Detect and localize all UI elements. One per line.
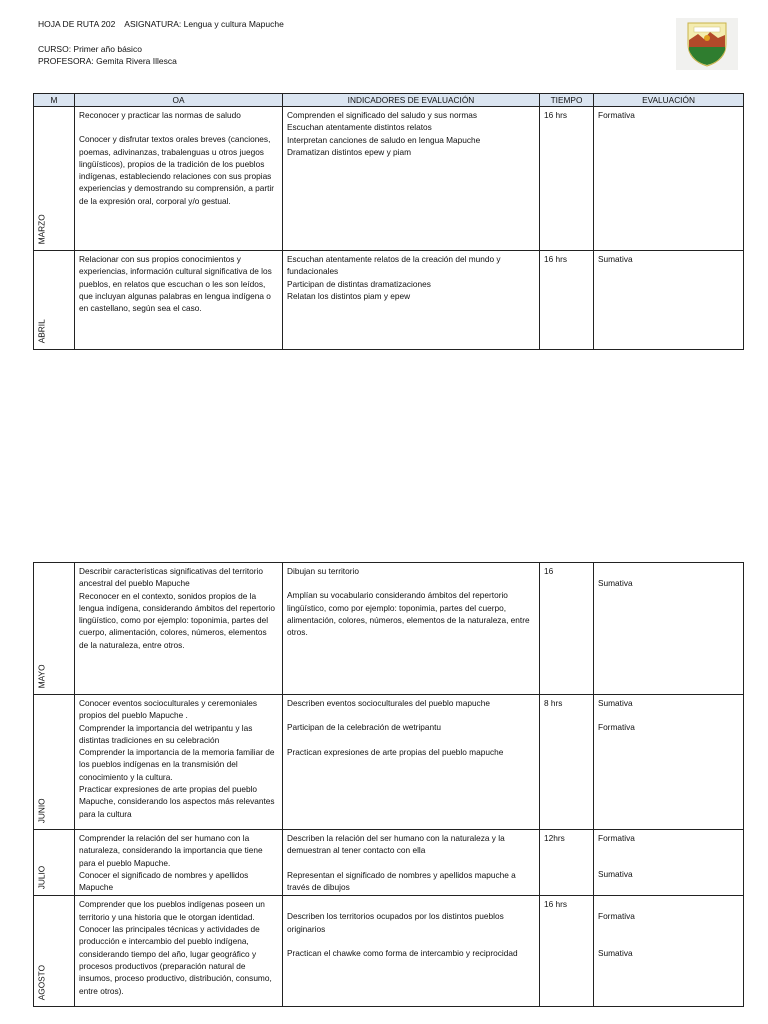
header-title: HOJA DE RUTA 202 ASIGNATURA: Lengua y cultura Mapuche (38, 19, 284, 29)
col-header-evaluation: EVALUACIÓN (594, 94, 744, 107)
cell-line: Dibujan su territorio (287, 566, 359, 576)
cell-line (598, 856, 739, 868)
cell-line (287, 935, 535, 947)
cell-line (598, 844, 739, 856)
cell-line: Sumativa (598, 698, 633, 708)
month-label: MARZO (36, 214, 47, 244)
month-cell (34, 830, 75, 896)
evaluation-cell (594, 830, 744, 896)
cell-line: Describen los territorios ocupados por los distintos pueblos originarios (287, 911, 504, 934)
col-header-indicators: INDICADORES DE EVALUACIÓN (283, 94, 540, 107)
cell-line: Relatan los distintos piam y epew (287, 290, 411, 301)
cell-line: Conocer y disfrutar textos orales breves (canciones, poemas, adivinanzas, trabalenguas u otros juegos lingüísticos), propios de la tradición de los pueblos indígenas, estableciendo relaciones con sus propias experiencias y demostrando su comprensión, a partir de la expresión oral, corporal y/o gestual. (79, 134, 275, 206)
table-1-body (34, 107, 744, 350)
cell-line: Practicar expresiones de arte propias del pueblo Mapuche, considerando los aspectos más relevantes para la cultura (79, 784, 275, 819)
table-row (34, 563, 744, 695)
table-row (34, 830, 744, 896)
month-cell (34, 251, 75, 350)
indicators-cell (283, 251, 540, 350)
cell-line: Escuchan atentamente relatos de la creación del mundo y fundacionales (287, 254, 501, 277)
cell-line: Conocer eventos socioculturales y ceremoniales propios del pueblo Mapuche . (79, 698, 258, 721)
cell-line: Formativa (598, 110, 635, 120)
time-cell: 16 (540, 563, 594, 695)
col-header-oa: OA (75, 94, 283, 107)
cell-line: Sumativa (598, 869, 633, 880)
route-table-1 (33, 93, 744, 350)
month-label: MAYO (36, 664, 47, 688)
cell-line: Escuchan atentamente distintos relatos (287, 122, 432, 133)
time-cell: 16 hrs (540, 107, 594, 251)
cell-line: Formativa (598, 833, 635, 843)
table-row (34, 896, 744, 1007)
evaluation-cell (594, 695, 744, 830)
indicators-cell (283, 107, 540, 251)
time-cell: 8 hrs (540, 695, 594, 830)
cell-line: Describen la relación del ser humano con la naturaleza y la demuestran al tener contacto con ella (287, 833, 505, 856)
cell-line: Sumativa (598, 947, 633, 958)
indicators-cell (283, 896, 540, 1007)
col-header-month: M (34, 94, 75, 107)
table-row (34, 251, 744, 350)
cell-line: Participan de la celebración de wetripantu (287, 722, 442, 733)
cell-line: Comprenden el significado del saludo y sus normas (287, 110, 478, 120)
cell-line: Formativa (598, 911, 635, 922)
cell-line (598, 935, 739, 947)
month-label: AGOSTO (36, 965, 47, 1001)
cell-line: Relacionar con sus propios conocimientos y experiencias, información cultural significativa de los pueblos, en relatos que escuchan o les son leídos, que incluyan algunas palabras en lengua indígena o en castellano, según sea el caso. (79, 254, 272, 314)
route-table-2 (33, 562, 744, 1007)
cell-line (287, 709, 535, 721)
table-row (34, 107, 744, 251)
cell-line: Comprender la relación del ser humano con la naturaleza, considerando la importancia que tiene para el pueblo Mapuche. (79, 833, 263, 868)
cell-line: Sumativa (598, 578, 633, 588)
cell-line: Participan de distintas dramatizaciones (287, 278, 431, 289)
oa-cell (75, 251, 283, 350)
header-profesora: PROFESORA: Gemita Rivera Illesca (38, 56, 177, 66)
cell-line: Reconocer y practicar las normas de saludo (79, 110, 241, 120)
cell-line: Interpretan canciones de saludo en lengua Mapuche (287, 134, 481, 145)
cell-line: Practican expresiones de arte propias del pueblo mapuche (287, 746, 504, 757)
cell-line: Reconocer en el contexto, sonidos propios de la lengua indígena, considerando ámbitos del repertorio lingüístico, como por ejemplo: toponimia, partes del cuerpo, alimentación, colores, números, elementos de la naturaleza, entre otros. (79, 590, 276, 650)
evaluation-cell (594, 563, 744, 695)
month-label: JULIO (36, 865, 47, 890)
month-label: ABRIL (36, 319, 47, 343)
cell-line (287, 577, 535, 589)
cell-line (79, 121, 278, 133)
oa-cell (75, 896, 283, 1007)
cell-line: Amplían su vocabulario considerando ámbitos del repertorio lingüístico, como por ejemplo: toponimia, partes del cuerpo, alimentación, colores, números, elementos de la naturaleza, entre otros. (287, 590, 530, 638)
cell-line (598, 709, 739, 721)
cell-line (287, 898, 535, 910)
indicators-cell (283, 563, 540, 695)
cell-line: Practican el chawke como forma de intercambio y reciprocidad (287, 948, 518, 959)
table-2-body (34, 563, 744, 1007)
evaluation-cell (594, 107, 744, 251)
time-cell: 16 hrs (540, 251, 594, 350)
cell-line: Comprender la importancia de la memoria familiar de los pueblos indígenas en la transmisión del conocimiento y la cultura. (79, 747, 275, 782)
cell-line: Comprender que los pueblos indígenas poseen un territorio y una historia que le otorgan identidad. (79, 899, 265, 922)
cell-line: Sumativa (598, 254, 633, 264)
oa-cell (75, 830, 283, 896)
cell-line (287, 734, 535, 746)
cell-line: Dramatizan distintos epew y piam (287, 146, 412, 157)
school-logo (676, 18, 738, 70)
cell-line (598, 898, 739, 910)
cell-line: Conocer las principales técnicas y actividades de producción e intercambio del pueblo indígena, considerando tiempo del año, lugar geográfico y procesos productivos (preparación natural de insumos, proceso productivo, distribución, consumo, entre otros). (79, 924, 272, 996)
cell-line: Describen eventos socioculturales del pueblo mapuche (287, 698, 490, 708)
indicators-cell (283, 830, 540, 896)
cell-line: Comprender la importancia del wetripantu y las distintas tradiciones en su celebración (79, 722, 253, 745)
indicators-cell (283, 695, 540, 830)
evaluation-cell (594, 896, 744, 1007)
table-row (34, 695, 744, 830)
oa-cell (75, 563, 283, 695)
oa-cell (75, 107, 283, 251)
cell-line: Representan el significado de nombres y apellidos mapuche a través de dibujos (287, 869, 516, 892)
cell-line: Describir características significativas del territorio ancestral del pueblo Mapuche (79, 566, 263, 589)
cell-line (598, 923, 739, 935)
table-header-row (34, 94, 744, 107)
time-cell: 12hrs (540, 830, 594, 896)
month-label: JUNIO (36, 798, 47, 823)
cell-line (598, 565, 739, 577)
month-cell (34, 563, 75, 695)
month-cell (34, 695, 75, 830)
school-crest-icon (676, 18, 738, 70)
cell-line: Conocer el significado de nombres y apellidos Mapuche (79, 869, 249, 893)
month-cell (34, 896, 75, 1007)
cell-line: Formativa (598, 722, 635, 733)
time-cell: 16 hrs (540, 896, 594, 1007)
header-curso: CURSO: Primer año básico (38, 44, 142, 54)
oa-cell (75, 695, 283, 830)
cell-line (287, 857, 535, 869)
evaluation-cell (594, 251, 744, 350)
month-cell (34, 107, 75, 251)
col-header-time: TIEMPO (540, 94, 594, 107)
